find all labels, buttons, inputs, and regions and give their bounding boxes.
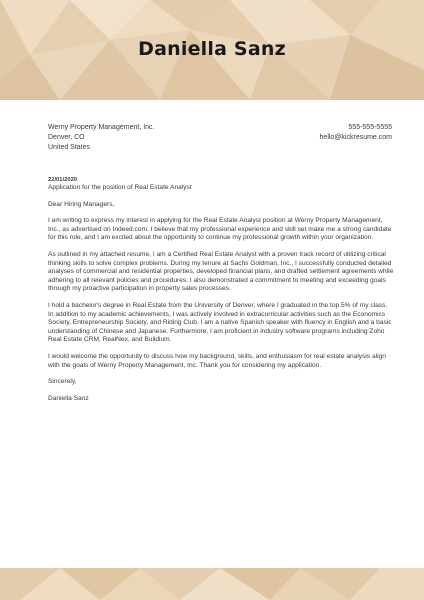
- letter-greeting: Dear Hiring Managers,: [48, 200, 115, 208]
- contact-info: [320, 123, 392, 143]
- letter-subject: Application for the position of Real Estate Analyst: [48, 184, 192, 191]
- contact-phone: 555-555-5555: [348, 124, 392, 131]
- letter-paragraph: I hold a bachelor's degree in Real Estate from the University of Denver, where I graduated in the top 5% of my class. In addition to my academic achievements, I was actively involved in extracurricular activities such as the Economics Society, Entrepreneurship Society, and Riding Club. I am a native Spanish speaker with fluency in English and a basic understanding of Chinese and Japanese. Furthermore, I am proficient in industry software programs including Zoho Real Estate CRM, RealNex, and Buildium.: [48, 301, 392, 344]
- recipient-country: United States: [48, 144, 91, 151]
- letter-paragraph: I am writing to express my interest in applying for the Real Estate Analyst position at Werny Property Management, Inc., as advertised on Indeed.com. I believe that my professional experience and skill set make me a strong candidate for this role, and I am excited about the opportunity to continue my professional growth within your organization.: [48, 217, 392, 242]
- letter-date: 22/01/2020: [48, 177, 78, 183]
- letter-paragraph: As outlined in my attached resume, I am a Certified Real Estate Analyst with a proven track record of utilizing critical thinking skills to solve complex problems. During my tenure at Sachs Goldman, Inc., I successfully conducted detailed analyses of commercial and residential properties, developed financial plans, and drafted settlement agreements while adhering to all relevant policies and procedures. I also demonstrated a commitment to meeting and exceeding goals through my proactive participation in property sales processes.: [48, 250, 394, 293]
- contact-email: hello@kickresume.com: [319, 134, 392, 141]
- footer-pattern: [0, 568, 424, 600]
- letter-body: [48, 176, 394, 403]
- footer-band: [0, 568, 424, 600]
- recipient-city: Denver, CO: [48, 134, 85, 141]
- recipient-company: Werny Property Management, Inc.: [48, 124, 155, 131]
- letter-signature: Daniella Sanz: [48, 394, 89, 402]
- letter-closing: Sincerely,: [48, 378, 77, 386]
- letter-paragraph: I would welcome the opportunity to discuss how my background, skills, and enthusiasm for real estate analysis align with the goals of Werny Property Management, Inc. Thank you for considering my application.: [48, 352, 386, 369]
- recipient-address: [48, 123, 154, 153]
- applicant-name: Daniella Sanz: [138, 38, 286, 60]
